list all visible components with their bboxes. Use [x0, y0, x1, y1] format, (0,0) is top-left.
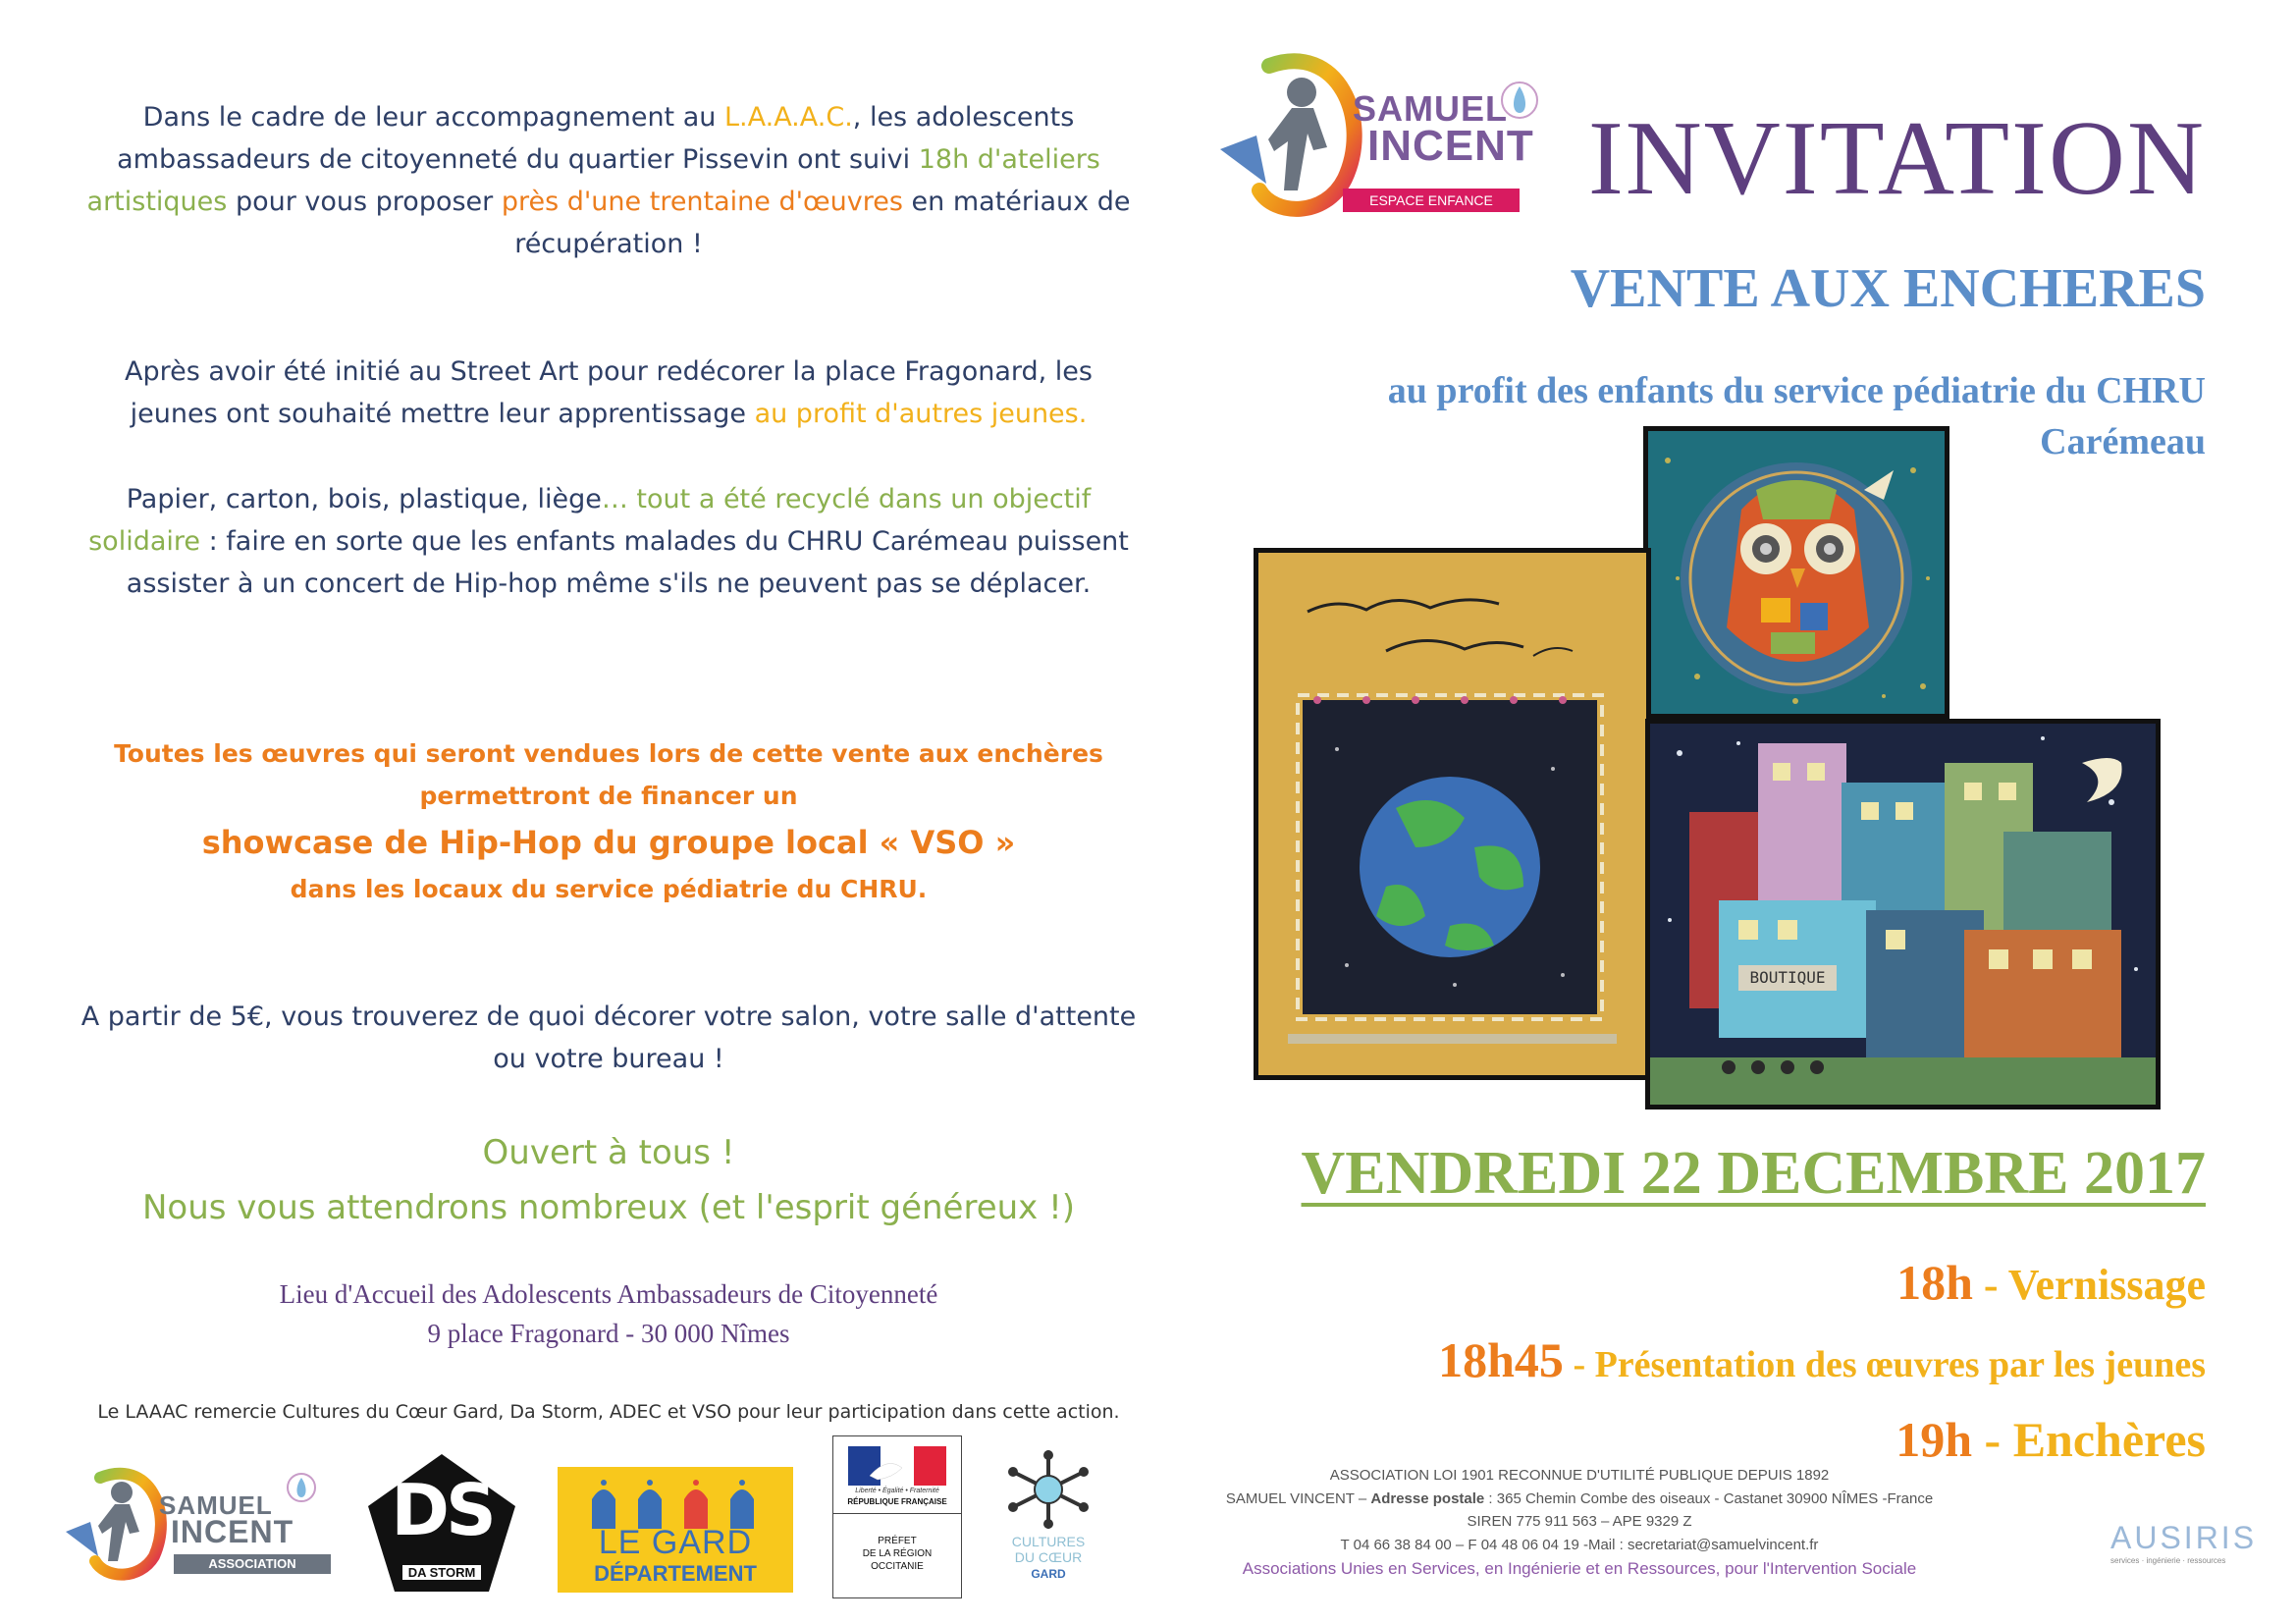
- venue-address: Lieu d'Accueil des Adolescents Ambassadeurs de Citoyenneté 9 place Fragonard - 30 000 Nîmes: [279, 1279, 938, 1348]
- invitation-title: INVITATION: [1587, 100, 2206, 217]
- artwork-earth: [1254, 548, 1651, 1080]
- gard-subtitle: DÉPARTEMENT: [594, 1561, 757, 1586]
- auction-title: VENTE AUX ENCHERES: [1570, 258, 2206, 319]
- ausiris-sub: services · ingénierie · ressources: [2110, 1556, 2226, 1565]
- da-storm-monogram: DS: [391, 1469, 493, 1551]
- prefet-title: PRÉFET DE LA RÉGION OCCITANIE: [862, 1536, 933, 1572]
- cultures-du-coeur-logo: [999, 1447, 1097, 1600]
- footer-contact: T 04 66 38 84 00 – F 04 48 06 04 19 -Mail : secretariat@samuelvincent.fr: [1340, 1537, 1819, 1553]
- laaac-acronym: L.A.A.A.C.: [723, 102, 853, 133]
- schedule-item-presentation: 18h45 - Présentation des œuvres par les jeunes: [1438, 1332, 2206, 1387]
- da-storm-logo: [363, 1449, 520, 1597]
- earth-artwork-icon: [1258, 553, 1646, 1075]
- samuel-logo-word1: SAMUEL: [1353, 88, 1508, 129]
- samuel-logo-sub: ASSOCIATION: [174, 1554, 331, 1574]
- price-paragraph: A partir de 5€, vous trouverez de quoi décorer votre salon, votre salle d'attente ou votre bureau !: [80, 1001, 1137, 1074]
- funding-paragraph: Toutes les œuvres qui seront vendues lors de cette vente aux enchères permettront de financer un showcase de Hip-Hop du groupe local « VSO » dans les locaux du service pédiatrie du CHRU.: [114, 739, 1103, 903]
- samuel-vincent-espace-enfance-logo: [1215, 51, 1549, 226]
- intro-paragraph: Dans le cadre de leur accompagnement au L.A.A.A.C., les adolescents ambassadeurs de citoyenneté du quartier Pissevin ont suivi 18h d'ateliers artistiques pour vous proposer près d'une trentaine d'œuvres en matériaux de récupération !: [86, 102, 1131, 259]
- artwork-city: [1645, 719, 2161, 1110]
- cultures-text: CULTURES DU CŒUR GARD: [1011, 1534, 1086, 1581]
- samuel-logo-word1: SAMUEL: [159, 1490, 273, 1520]
- city-shop-sign: BOUTIQUE: [1749, 968, 1826, 987]
- footer-address: SAMUEL VINCENT – Adresse postale : 365 Chemin Combe des oiseaux - Castanet 30900 NÎMES -France: [1225, 1490, 1934, 1507]
- beneficiary-line: au profit des enfants du service pédiatrie du CHRU Carémeau: [1387, 370, 2206, 462]
- samuel-logo-word2: INCENT: [1367, 122, 1534, 170]
- street-art-paragraph: Après avoir été initié au Street Art pour redécorer la place Fragonard, les jeunes ont souhaité mettre leur apprentissage au profit d'autres jeunes.: [125, 356, 1093, 429]
- event-date: VENDREDI 22 DECEMBRE 2017: [1301, 1140, 2206, 1207]
- city-artwork-icon: [1650, 724, 2156, 1105]
- footer-ausiris-tagline: Associations Unies en Services, en Ingénierie et en Ressources, pour l'Intervention Sociale: [1242, 1559, 1917, 1578]
- prefet-occitanie-logo: [832, 1435, 962, 1598]
- schedule-item-vernissage: 18h - Vernissage: [1896, 1255, 2206, 1310]
- le-gard-logo: [558, 1467, 793, 1593]
- samuel-logo-word2: INCENT: [171, 1514, 294, 1549]
- prefet-divider: [833, 1513, 961, 1514]
- da-storm-name: DA STORM: [402, 1565, 481, 1580]
- thanks-line: Le LAAAC remercie Cultures du Cœur Gard, Da Storm, ADEC et VSO pour leur participation dans cette action.: [97, 1401, 1120, 1423]
- samuel-logo-sub: ESPACE ENFANCE: [1343, 189, 1520, 212]
- showcase-highlight: showcase de Hip-Hop du groupe local « VSO »: [201, 824, 1016, 861]
- artwork-owl: [1643, 426, 1949, 719]
- ausiris-name: AUSIRIS: [2110, 1520, 2258, 1555]
- footer-legal-status: ASSOCIATION LOI 1901 RECONNUE D'UTILITÉ PUBLIQUE DEPUIS 1892: [1329, 1467, 1830, 1484]
- prefet-motto: Liberté • Égalité • Fraternité: [855, 1488, 939, 1494]
- materials-paragraph: Papier, carton, bois, plastique, liège… tout a été recyclé dans un objectif solidaire : faire en sorte que les enfants malades du CHRU Carémeau puissent assister à un concert de Hip-hop même s'ils ne peuvent pas se déplacer.: [88, 484, 1129, 599]
- snowflake-icon: [999, 1447, 1097, 1532]
- prefet-republique: RÉPUBLIQUE FRANÇAISE: [847, 1497, 947, 1506]
- open-to-all: Ouvert à tous ! Nous vous attendrons nombreux (et l'esprit généreux !): [141, 1133, 1075, 1227]
- schedule: [1224, 1245, 2206, 1477]
- footer-siren: SIREN 775 911 563 – APE 9329 Z: [1467, 1513, 1692, 1530]
- marianne-flag-icon: [848, 1446, 946, 1486]
- gard-title: LE GARD: [598, 1524, 753, 1561]
- samuel-vincent-association-logo: [61, 1463, 326, 1586]
- schedule-item-encheres: 19h - Enchères: [1896, 1412, 2206, 1467]
- ausiris-logo: [2110, 1520, 2282, 1579]
- owl-artwork-icon: [1648, 431, 1945, 714]
